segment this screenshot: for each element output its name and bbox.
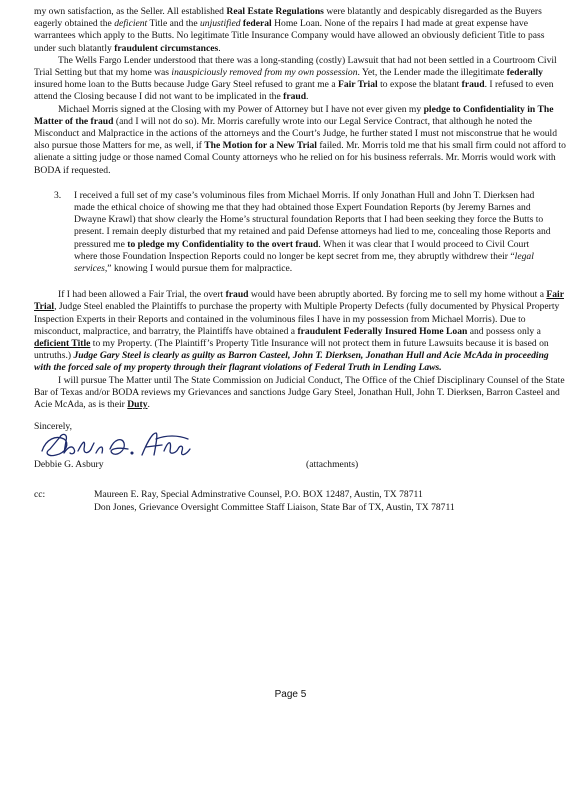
bold-text: federally <box>506 67 543 79</box>
text: Michael Morris signed at the Closing with my Power of Attorney but I have not ever given my <box>58 103 424 115</box>
numbered-item-3 <box>34 190 567 275</box>
text: and possess only a <box>467 325 541 337</box>
text: . <box>218 42 221 54</box>
italic-text: legal services <box>74 250 534 275</box>
bold-text: Duty <box>127 399 148 411</box>
italic-text: deficient <box>114 18 148 30</box>
page-number: Page 5 <box>274 689 307 700</box>
text: . <box>306 91 309 103</box>
text: failed. Mr. Morris told me that his small firm could not afford to alienate a sitting judge or those named Comal County attorneys who he relied on for his business referrals. Mr. Morris would work with BODA if requested. <box>34 140 566 176</box>
cc-recipient: Don Jones, Grievance Oversight Committee Staff Liaison, State Bar of TX, Austin, TX 78711 <box>94 501 455 513</box>
bold-text: Fair Trial <box>34 289 564 313</box>
bold-text: pledge to Confidentiality in The Matter of the fraud <box>34 103 554 127</box>
list-item-text <box>74 190 553 275</box>
text: If I had been allowed a Fair Trial, the overt <box>58 289 226 301</box>
paragraph-pursue-matter <box>34 375 567 412</box>
text: , Judge Steel enabled the Plaintiffs to purchase the property with Multiple Property Defects (fully documented by Physical Property Inspection Experts in their Reports and contained in the voluminous files I have in my possession from Michael Morris). Due to misconduct, malpractice, and barratry, the Plaintiffs have obtained a <box>34 301 560 337</box>
bold-text: deficient Title <box>34 338 91 350</box>
text: I received a full set of my case’s voluminous files from Michael Morris. If only Jonathan Hull and John T. Dierksen had made the ethical choice of showing me that they had obtained those Expert Foundation Reports (by Jeremy Barnes and Dwayne Krawl) that show clearly the Home’s structural foundation Reports that I had been seeking they force the Butts to present. I remain deeply disturbed that my retained and paid Defense attorneys had lied to me, concealing those Reports and pressured me <box>74 189 551 250</box>
bold-text: Real Estate Regulations <box>226 6 324 17</box>
text: Home Loan. None of the repairs I had made at great expense have warrantees which apply to the Butts. No legitimate Title Insurance Company would have allowed an obviously deficient Title to pass under such blatantly <box>34 18 545 54</box>
text: I will pursue The Matter until The State Commission on Judicial Conduct, The Office of the Chief Disciplinary Counsel of the State Bar of Texas and/or BODA reviews my Grievances and sanctions Judge Gary Steel, Jonathan Hull, John T. Dierksen, Barron Casteel and Acie McAda, as is their <box>34 374 565 411</box>
signature-block <box>34 421 567 481</box>
text: Title and the <box>147 18 200 30</box>
bold-text: fraud <box>225 289 249 301</box>
text: . <box>147 399 150 411</box>
handwritten-signature <box>38 429 198 463</box>
text: . I refused to even attend the Closing because I did not want to be implicated in the <box>34 79 554 103</box>
bold-text: The Motion for a New Trial <box>204 140 317 152</box>
closing-salutation: Sincerely, <box>34 421 73 433</box>
attachments-note: (attachments) <box>306 459 359 471</box>
bold-italic-text: Judge Gary Steel is clearly as guilty as Barron Casteel, John T. Dierksen, Jonathan Hull and Acie McAda in proceeding with the forced sale of my property through their flagrant violations of Federal Truth in Lending Laws. <box>34 350 549 374</box>
text: The Wells Fargo Lender understood that there was a long-standing (costly) Lawsuit that had not been settled in a Courtroom Civil Trial Setting but that my home was <box>34 54 557 79</box>
list-number: 3. <box>54 189 62 201</box>
bold-text: federal <box>242 18 272 30</box>
paragraph-wells-fargo <box>34 55 567 104</box>
bold-text: fraud <box>283 91 307 103</box>
cc-block <box>34 489 567 513</box>
text: would have been abruptly aborted. By forcing me to sell my home without a <box>248 289 547 301</box>
text: ,” knowing I would pursue them for malpractice. <box>104 263 293 275</box>
text: to my Property. (The Plaintiff’s Property Title Insurance will not protect them in future Lawsuits because it is based on untruths.) <box>34 338 549 362</box>
bold-text: to pledge my Confidentiality to the overt fraud <box>127 238 319 250</box>
text: to expose the blatant <box>377 79 462 91</box>
text: insured home loan to the Butts because Judge Gary Steel refused to grant me a <box>34 79 338 91</box>
text: . Yet, the Lender made the illegitimate <box>357 67 507 79</box>
paragraph-fair-trial <box>34 289 567 374</box>
paragraph-michael-morris <box>34 104 567 177</box>
cc-recipients <box>94 489 567 513</box>
cc-label: cc: <box>34 489 46 501</box>
text: (and I will not do so). Mr. Morris carefully wrote into our Legal Service Contract, that although he noted the Misconduct and Malpractice in the actions of the attorneys and the Court’s Judge, he further stated I must not misconstrue that he would also pursue those Matters for me, as well, if <box>34 115 557 152</box>
italic-text: inauspiciously removed from my own possession <box>171 67 358 79</box>
bold-text: fraudulent circumstances <box>114 42 219 54</box>
text: were blatantly and despicably disregarded as the Buyers eagerly obtained the <box>34 6 542 30</box>
signer-name: Debbie G. Asbury <box>34 459 104 471</box>
paragraph-seller-satisfaction <box>34 6 567 55</box>
bold-text: Fair Trial <box>337 79 378 91</box>
italic-text: unjustified <box>200 18 241 30</box>
text: . When it was clear that I would proceed to Civil Court where those Foundation Inspection Reports could no longer be kept secret from me, they abruptly withdrew their “ <box>74 238 530 262</box>
text: my own satisfaction, as the Seller. All established <box>34 6 227 17</box>
cc-recipient: Maureen E. Ray, Special Adminstrative Counsel, P.O. BOX 12487, Austin, TX 78711 <box>94 489 423 501</box>
bold-text: fraudulent Federally Insured Home Loan <box>297 325 468 337</box>
bold-text: fraud <box>461 79 485 91</box>
